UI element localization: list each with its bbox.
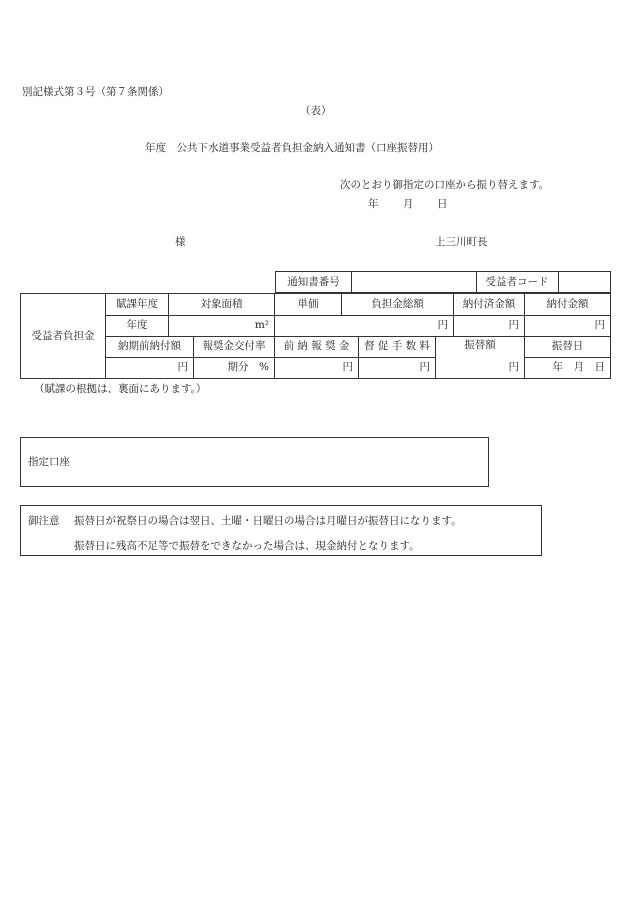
payment-amount-header: 納付金額 — [546, 298, 589, 311]
prepay-field[interactable]: 円 — [177, 361, 188, 374]
unit-price-header: 単価 — [297, 298, 319, 311]
beneficiary-charge-header: 受益者負担金 — [31, 329, 95, 342]
prepay-reward-header: 前 納 報 奨 金 — [283, 340, 350, 353]
notice-number-field[interactable] — [352, 272, 476, 292]
reward-rate-field[interactable]: 期分 % — [227, 361, 269, 374]
prepay-reward-field[interactable]: 円 — [342, 361, 353, 374]
dunning-fee-header: 督 促 手 数 料 — [364, 340, 430, 353]
basis-note: （賦課の根拠は、裏面にあります。） — [34, 383, 207, 395]
date-year: 年 — [368, 198, 379, 210]
caution-line-2: 振替日に残高不足等で振替をできなかった場合は、現金納付となります。 — [74, 540, 420, 552]
reward-rate-header: 報奨金交付率 — [202, 340, 266, 353]
transfer-date-field[interactable]: 年 月 日 — [552, 361, 605, 374]
total-charge-header: 負担金総額 — [371, 298, 424, 311]
designated-account-box — [20, 437, 489, 487]
dunning-fee-field[interactable]: 円 — [419, 361, 430, 374]
beneficiary-code-label: 受益者コード — [485, 275, 549, 288]
page-title: 年度 公共下水道事業受益者負担金納入通知書（口座振替用） — [145, 142, 439, 154]
fiscal-year-header: 賦課年度 — [116, 298, 158, 311]
date-day: 日 — [437, 198, 448, 210]
paid-amount-header: 納付済金額 — [462, 298, 516, 311]
caution-label: 御注意 — [28, 515, 60, 527]
beneficiary-code-field[interactable] — [559, 272, 610, 292]
transfer-amount-header: 振替額 — [464, 338, 496, 351]
notice-text: 次のとおり御指定の口座から振り替えます。 — [340, 179, 550, 191]
side-label: （表） — [300, 105, 332, 117]
recipient-suffix: 様 — [175, 236, 186, 248]
fiscal-year-field[interactable]: 年度 — [126, 319, 148, 332]
area-header: 対象面積 — [200, 298, 243, 311]
transfer-date-header: 振替日 — [551, 340, 584, 353]
charge-table — [20, 293, 611, 379]
payment-amount-field[interactable]: 円 — [594, 319, 605, 332]
paid-amount-field[interactable]: 円 — [508, 319, 519, 332]
designated-account-label: 指定口座 — [28, 455, 70, 468]
total-charge-field[interactable]: 円 — [437, 319, 448, 332]
caution-box — [20, 505, 542, 556]
notice-number-table — [275, 271, 611, 293]
issuer-name: 上三川町長 — [435, 236, 488, 248]
date-month: 月 — [403, 198, 414, 210]
form-reference: 別記様式第３号（第７条関係） — [22, 86, 169, 98]
transfer-amount-field[interactable]: 円 — [508, 361, 519, 374]
area-field[interactable]: m² — [254, 319, 269, 332]
notice-number-label: 通知書番号 — [287, 275, 340, 288]
caution-line-1: 振替日が祝祭日の場合は翌日、土曜・日曜日の場合は月曜日が振替日になります。 — [74, 515, 462, 527]
prepay-header: 納期前納付額 — [118, 340, 181, 353]
